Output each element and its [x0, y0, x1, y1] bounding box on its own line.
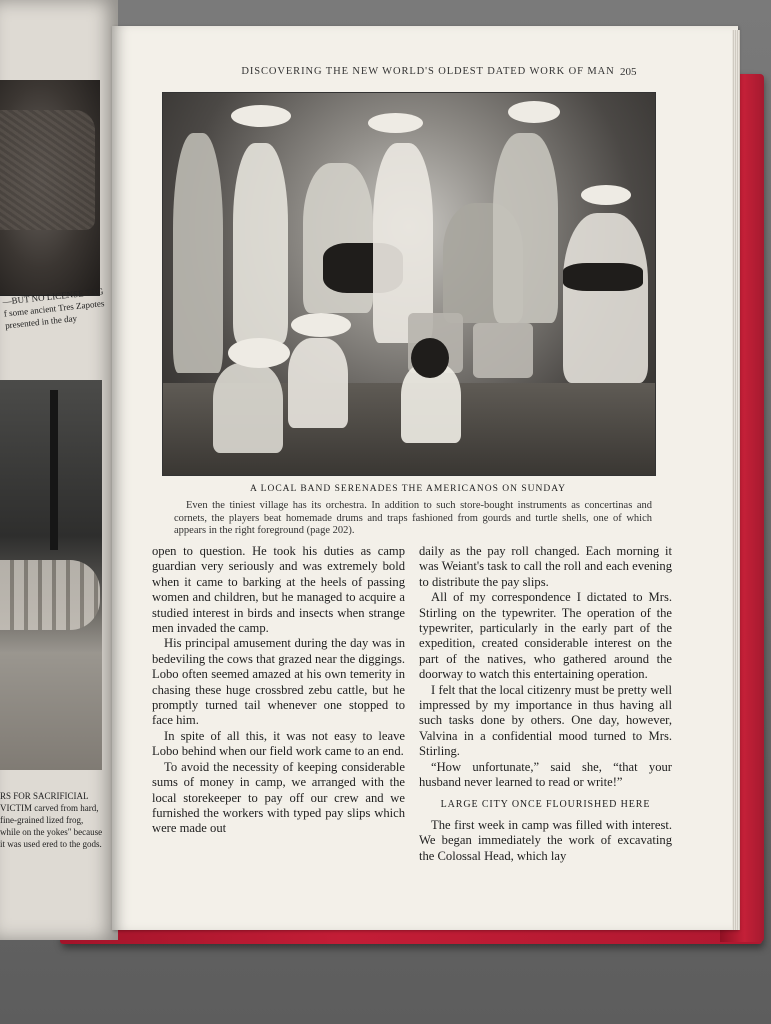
- paragraph: open to question. He took his duties as camp guardian very seriously and was extremely bold when it came to barking at the heels of passing women and children, but he managed to acquire a studied interest in birds and insects when strange men invaded the camp.: [152, 544, 405, 636]
- left-photo-monument: [0, 380, 102, 770]
- paragraph: All of my correspondence I dictated to Mrs. Stirling on the typewriter. The operation of the typewriter, particularly in the early part of the expedition, created considerable interest on the part of the natives, who gathered around the doorway to watch this entertaining operation.: [419, 590, 672, 682]
- paragraph: In spite of all this, it was not easy to leave Lobo behind when our field work came to an end.: [152, 728, 405, 759]
- paragraph: “How unfortunate,” said she, “that your husband never learned to read or write!”: [419, 759, 672, 790]
- running-head: DISCOVERING THE NEW WORLD'S OLDEST DATED WORK OF MAN: [241, 66, 615, 77]
- sacrificial-stone-image: [0, 560, 100, 630]
- text-column-2: [419, 544, 672, 864]
- photo-caption-body: Even the tiniest village has its orchestra. In addition to such store-bought instruments as concertinas and cornets, the players beat homemade drums and traps fashioned from gourds and turtle shells, one of which appears in the right foreground (page 202).: [174, 500, 652, 536]
- paragraph: daily as the pay roll changed. Each morning it was Weiant's task to call the roll and each evening to distribute the pay slips.: [419, 544, 672, 589]
- tree-image: [50, 390, 58, 550]
- page-number: 205: [620, 66, 637, 78]
- page-edge: [732, 30, 740, 930]
- text-column-1: [152, 544, 405, 837]
- right-page: [112, 26, 738, 930]
- stone-carving-image: [0, 110, 95, 230]
- left-page: [0, 0, 118, 940]
- left-caption-top: —BUT NO LICENSE TAG f some ancient Tres Zapotes presented in the day: [2, 286, 105, 331]
- paragraph: To avoid the necessity of keeping considerable sums of money in camp, we arranged with the local storekeeper to pay off our crew and we furnished the workers with typed pay slips which were made out: [152, 759, 405, 836]
- paragraph: I felt that the local citizenry must be pretty well impressed by my importance in thus having all such tasks done by others. One day, however, Valvina in a confidential mood turned to Mrs. Stirling.: [419, 682, 672, 759]
- section-subhead: LARGE CITY ONCE FLOURISHED HERE: [440, 798, 651, 810]
- left-photo-stone: [0, 80, 100, 296]
- left-caption-bottom: RS FOR SACRIFICIAL VICTIM carved from hard, fine-grained lized frog, while on the yokes" because it was used ered to the gods.: [0, 791, 103, 849]
- paragraph: The first week in camp was filled with interest. We began immediately the work of excavating the Colossal Head, which lay: [419, 817, 672, 863]
- band-photo: [162, 92, 656, 476]
- paragraph: His principal amusement during the day was in bedeviling the cows that grazed near the diggings. Lobo often seemed amazed at his own temerity in chasing these huge crossbred zebu cattle, but he promptly turned tail whenever one stopped to face him.: [152, 636, 405, 728]
- photo-caption-title: A LOCAL BAND SERENADES THE AMERICANOS ON SUNDAY: [249, 484, 567, 494]
